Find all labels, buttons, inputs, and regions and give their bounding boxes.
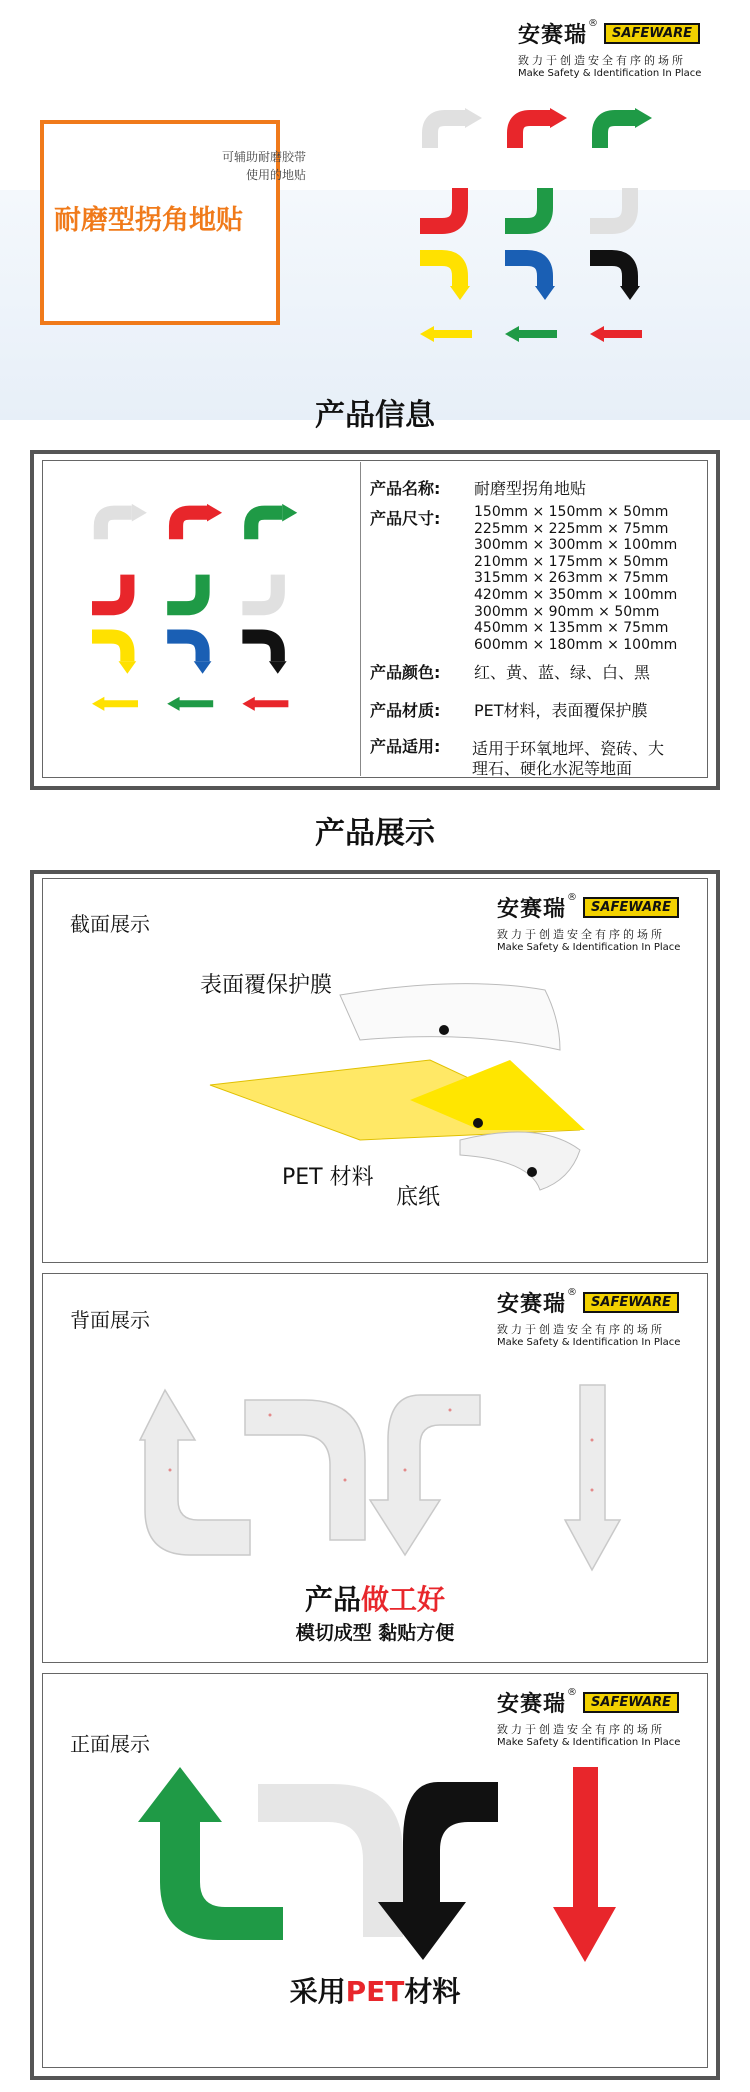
usage-value-line1: 适用于环氧地坪、瓷砖、大 xyxy=(472,739,665,758)
color-value: 红、黄、蓝、绿、白、黑 xyxy=(474,663,651,682)
brand-name-en: SAFEWARE xyxy=(583,1692,679,1713)
hero-subtitle-line2: 使用的地贴 xyxy=(246,168,307,182)
brand-slogan-cn: 致力于创造安全有序的场所 xyxy=(518,54,686,67)
size-item: 150mm × 150mm × 50mm xyxy=(474,504,669,520)
registered-mark: ® xyxy=(567,892,578,903)
brand-name-en: SAFEWARE xyxy=(604,23,700,44)
brand-slogan-en: Make Safety & Identification In Place xyxy=(497,942,681,953)
usage-label: 产品适用: xyxy=(370,737,441,756)
panel-label-front: 正面展示 xyxy=(70,1732,150,1756)
front-caption-suffix: 材料 xyxy=(404,1975,461,2008)
material-label: 产品材质: xyxy=(370,701,441,720)
panel-label-section: 截面展示 xyxy=(70,912,150,936)
name-value: 耐磨型拐角地贴 xyxy=(474,479,587,498)
registered-mark: ® xyxy=(567,1287,578,1298)
brand-slogan-en: Make Safety & Identification In Place xyxy=(497,1737,681,1748)
callout-film: 表面覆保护膜 xyxy=(200,973,333,998)
size-item: 600mm × 180mm × 100mm xyxy=(474,636,678,653)
size-list xyxy=(474,504,677,653)
brand-logo xyxy=(518,18,728,79)
layer-diagram xyxy=(210,980,590,1200)
brand-name-cn: 安赛瑞 xyxy=(518,23,588,48)
brand-slogan-cn: 致力于创造安全有序的场所 xyxy=(497,928,665,941)
callout-pet: PET 材料 xyxy=(282,1165,374,1190)
back-arrows xyxy=(120,1380,660,1580)
front-arrows xyxy=(138,1762,658,1962)
size-item: 300mm × 90mm × 50mm xyxy=(474,603,660,620)
brand-logo xyxy=(497,1687,707,1748)
registered-mark: ® xyxy=(567,1687,578,1698)
brand-slogan-cn: 致力于创造安全有序的场所 xyxy=(497,1723,665,1736)
color-label: 产品颜色: xyxy=(370,663,441,682)
back-caption xyxy=(0,1578,750,1618)
front-caption-highlight: PET xyxy=(345,1975,405,2008)
back-sub-caption: 模切成型 黏贴方便 xyxy=(295,1622,455,1644)
size-item: 315mm × 263mm × 75mm xyxy=(474,570,669,587)
hero-title: 耐磨型拐角地贴 xyxy=(54,205,243,236)
info-divider xyxy=(360,462,361,776)
registered-mark: ® xyxy=(588,18,599,29)
front-caption xyxy=(0,1970,750,2010)
section-title-display: 产品展示 xyxy=(315,816,435,851)
material-value: PET材料，表面覆保护膜 xyxy=(474,701,648,720)
hero-subtitle xyxy=(222,148,306,184)
size-item: 225mm × 225mm × 75mm xyxy=(474,520,669,537)
size-label: 产品尺寸: xyxy=(370,509,441,528)
brand-name-en: SAFEWARE xyxy=(583,1292,679,1313)
info-arrows-grid xyxy=(92,500,322,720)
brand-logo xyxy=(497,1287,707,1348)
size-item: 210mm × 175mm × 50mm xyxy=(474,553,669,570)
brand-name-cn: 安赛瑞 xyxy=(497,1692,567,1717)
size-item: 450mm × 135mm × 75mm xyxy=(474,620,669,637)
usage-value-line2: 理石、硬化水泥等地面 xyxy=(472,759,633,778)
brand-slogan-cn: 致力于创造安全有序的场所 xyxy=(497,1323,665,1336)
brand-slogan-en: Make Safety & Identification In Place xyxy=(518,68,702,79)
brand-logo xyxy=(497,892,707,953)
brand-name-cn: 安赛瑞 xyxy=(497,897,567,922)
brand-name-cn: 安赛瑞 xyxy=(497,1292,567,1317)
brand-slogan-en: Make Safety & Identification In Place xyxy=(497,1337,681,1348)
back-caption-highlight: 做工好 xyxy=(361,1583,446,1616)
name-label: 产品名称: xyxy=(370,479,441,498)
callout-backing: 底纸 xyxy=(396,1185,441,1210)
corner-arrows-grid xyxy=(420,108,680,348)
size-item: 300mm × 300mm × 100mm xyxy=(474,537,678,554)
size-item: 420mm × 350mm × 100mm xyxy=(474,586,678,603)
brand-name-en: SAFEWARE xyxy=(583,897,679,918)
back-caption-prefix: 产品 xyxy=(304,1583,361,1616)
section-title-info: 产品信息 xyxy=(315,398,435,433)
hero-subtitle-line1: 可辅助耐磨胶带 xyxy=(222,150,307,164)
front-caption-prefix: 采用 xyxy=(289,1975,346,2008)
panel-label-back: 背面展示 xyxy=(70,1308,150,1332)
